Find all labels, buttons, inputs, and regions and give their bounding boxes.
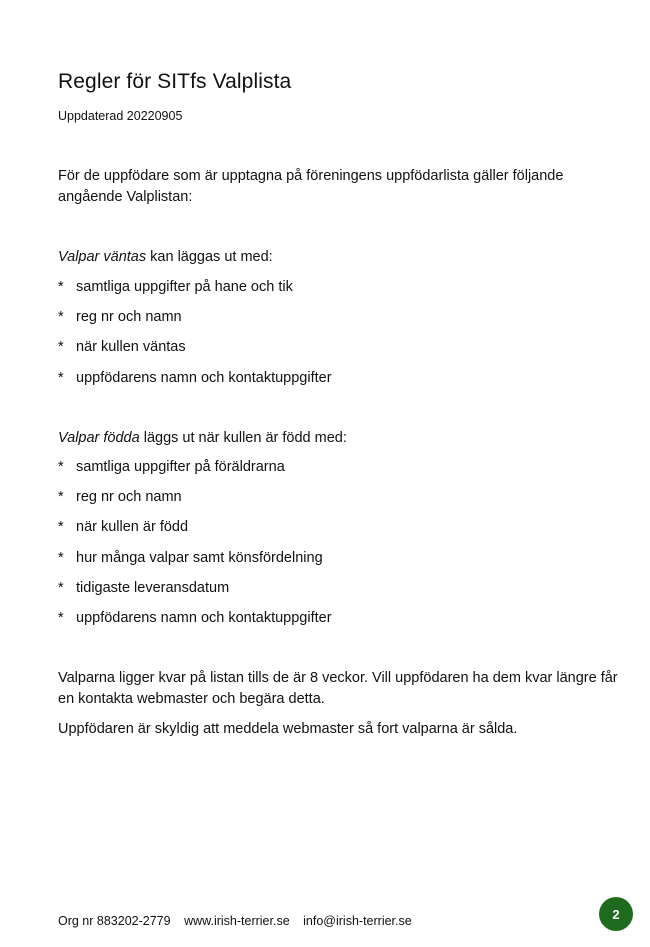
born-lead <box>58 428 618 449</box>
list-item-text: reg nr och namn <box>76 489 182 506</box>
list-item-text: uppfödarens namn och kontaktuppgifter <box>76 369 332 386</box>
waiting-list <box>58 277 332 398</box>
list-item <box>58 487 332 517</box>
updated-date: Uppdaterad 20220905 <box>58 109 183 123</box>
footer-org-nr: Org nr 883202-2779 <box>58 914 171 928</box>
bullet-star: * <box>58 369 64 386</box>
page-footer <box>58 914 422 928</box>
bullet-star: * <box>58 459 64 475</box>
list-item-text: när kullen väntas <box>76 339 186 356</box>
footer-email-link[interactable]: info@irish-terrier.se <box>303 914 412 928</box>
footer-website-link[interactable]: www.irish-terrier.se <box>184 914 290 928</box>
list-item-text: när kullen är född <box>76 519 189 536</box>
page-number-badge: 2 <box>599 897 633 931</box>
list-item-text: tidigaste leveransdatum <box>76 579 230 596</box>
bullet-star: * <box>58 279 64 295</box>
list-item-text: samtliga uppgifter på föräldrarna <box>76 459 285 475</box>
list-item <box>58 337 332 367</box>
list-item-text: reg nr och namn <box>76 309 182 326</box>
list-item <box>58 277 332 307</box>
bullet-star: * <box>58 489 64 506</box>
bullet-star: * <box>58 519 64 536</box>
closing-paragraph-2: Uppfödaren är skyldig att meddela webmaster så fort valparna är sålda. <box>58 721 518 737</box>
waiting-lead <box>58 247 618 268</box>
list-item <box>58 457 332 487</box>
born-lead-italic: Valpar födda <box>58 430 140 446</box>
list-item <box>58 548 332 578</box>
waiting-lead-italic: Valpar väntas <box>58 249 147 265</box>
waiting-lead-rest: kan läggas ut med: <box>146 249 273 265</box>
list-item <box>58 307 332 337</box>
list-item <box>58 368 332 398</box>
list-item-text: uppfödarens namn och kontaktuppgifter <box>76 609 332 626</box>
list-item-text: hur många valpar samt könsfördelning <box>76 549 323 566</box>
list-item <box>58 517 332 547</box>
born-lead-rest: läggs ut när kullen är född med: <box>139 430 347 446</box>
bullet-star: * <box>58 579 64 596</box>
list-item <box>58 608 332 638</box>
bullet-star: * <box>58 309 64 326</box>
born-list <box>58 457 332 638</box>
closing-paragraph-1: Valparna ligger kvar på listan tills de är 8 veckor. Vill uppfödaren ha dem kvar längre får en kontakta webmaster och begära detta. <box>58 670 618 707</box>
list-item <box>58 578 332 608</box>
page-title: Regler för SITfs Valplista <box>58 70 292 93</box>
bullet-star: * <box>58 609 64 626</box>
intro-paragraph: För de uppfödare som är upptagna på föreningens uppfödarlista gäller följande angående Valplistan: <box>58 168 564 205</box>
list-item-text: samtliga uppgifter på hane och tik <box>76 279 293 295</box>
bullet-star: * <box>58 549 64 566</box>
bullet-star: * <box>58 339 64 356</box>
